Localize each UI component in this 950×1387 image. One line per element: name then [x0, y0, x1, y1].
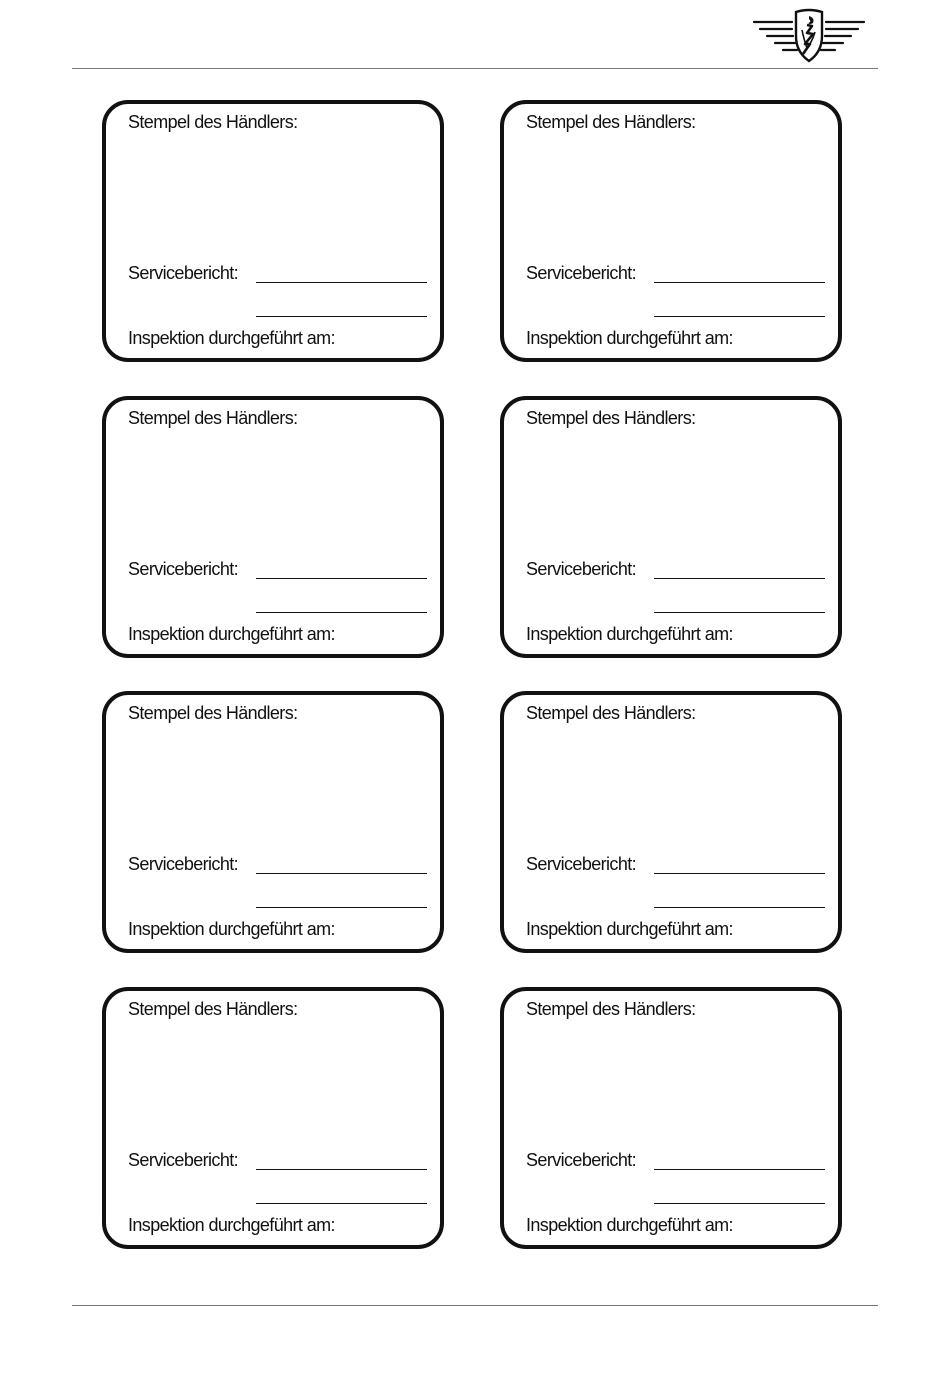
stamp-label: Stempel des Händlers:: [526, 999, 696, 1019]
inspection-date-label: Inspektion durchgeführt am:: [526, 328, 733, 348]
header-rule: [72, 68, 878, 69]
service-report-line[interactable]: [256, 612, 427, 613]
service-card: [500, 987, 842, 1249]
service-report-line[interactable]: [654, 1169, 825, 1170]
service-card: [500, 396, 842, 658]
service-report-line[interactable]: [256, 578, 427, 579]
service-report-line[interactable]: [654, 612, 825, 613]
stamp-label: Stempel des Händlers:: [526, 112, 696, 132]
service-report-line[interactable]: [256, 316, 427, 317]
service-report-line[interactable]: [654, 907, 825, 908]
service-report-label: Servicebericht:: [526, 854, 637, 874]
service-report-line[interactable]: [654, 873, 825, 874]
service-report-label: Servicebericht:: [128, 1150, 239, 1170]
inspection-date-label: Inspektion durchgeführt am:: [526, 1215, 733, 1235]
service-report-line[interactable]: [256, 907, 427, 908]
service-card: [102, 691, 444, 953]
service-card: [102, 987, 444, 1249]
inspection-date-label: Inspektion durchgeführt am:: [128, 919, 335, 939]
stamp-label: Stempel des Händlers:: [128, 703, 298, 723]
service-card: [500, 691, 842, 953]
service-report-line[interactable]: [256, 1169, 427, 1170]
stamp-label: Stempel des Händlers:: [128, 112, 298, 132]
service-report-line[interactable]: [654, 316, 825, 317]
stamp-label: Stempel des Händlers:: [128, 999, 298, 1019]
inspection-date-label: Inspektion durchgeführt am:: [128, 1215, 335, 1235]
service-report-line[interactable]: [256, 282, 427, 283]
service-card: [102, 100, 444, 362]
service-report-label: Servicebericht:: [128, 559, 239, 579]
winged-shield-logo-icon: [752, 6, 866, 64]
footer-rule: [72, 1305, 878, 1306]
service-report-line[interactable]: [256, 1203, 427, 1204]
inspection-date-label: Inspektion durchgeführt am:: [128, 328, 335, 348]
inspection-date-label: Inspektion durchgeführt am:: [128, 624, 335, 644]
service-report-label: Servicebericht:: [526, 1150, 637, 1170]
service-report-label: Servicebericht:: [128, 263, 239, 283]
service-report-line[interactable]: [654, 282, 825, 283]
service-report-label: Servicebericht:: [128, 854, 239, 874]
service-report-line[interactable]: [654, 1203, 825, 1204]
service-card: [500, 100, 842, 362]
service-card: [102, 396, 444, 658]
inspection-date-label: Inspektion durchgeführt am:: [526, 624, 733, 644]
service-report-label: Servicebericht:: [526, 263, 637, 283]
service-report-label: Servicebericht:: [526, 559, 637, 579]
service-report-line[interactable]: [654, 578, 825, 579]
stamp-label: Stempel des Händlers:: [128, 408, 298, 428]
service-report-line[interactable]: [256, 873, 427, 874]
stamp-label: Stempel des Händlers:: [526, 703, 696, 723]
stamp-label: Stempel des Händlers:: [526, 408, 696, 428]
inspection-date-label: Inspektion durchgeführt am:: [526, 919, 733, 939]
